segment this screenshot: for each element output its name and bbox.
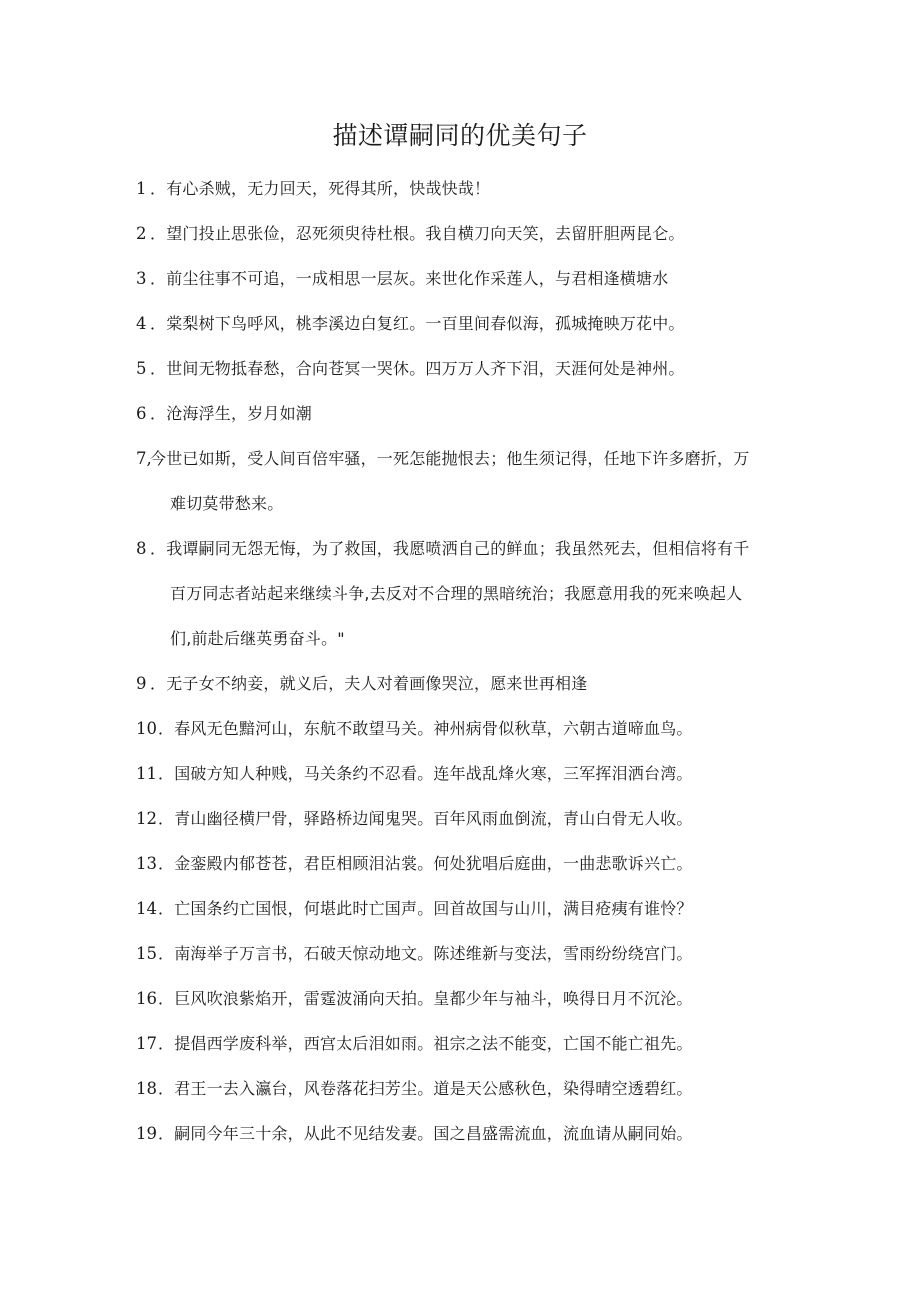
item-number: 18 bbox=[136, 1079, 157, 1098]
page-title: 描述谭嗣同的优美句子 bbox=[332, 121, 588, 150]
item-number: 12 bbox=[136, 809, 157, 828]
item-text-line: ．亡国条约亡国恨，何堪此时亡国声。回首故国与山川，满目疮痍有谁怜？ bbox=[158, 899, 693, 918]
item-number: 16 bbox=[136, 989, 157, 1008]
item-number: 6 bbox=[136, 404, 147, 423]
item-text-line: ．南海举子万言书，石破天惊动地文。陈述维新与变法，雪雨纷纷绕宫门。 bbox=[158, 944, 693, 963]
item-number: 4 bbox=[136, 314, 147, 333]
item-text-line: 今世已如斯，受人间百倍牢骚，一死怎能抛恨去；他生须记得，任地下许多磨折，万 bbox=[150, 449, 750, 468]
item-text-line: 难切莫带愁来。 bbox=[170, 494, 284, 513]
item-number: 3 bbox=[136, 269, 147, 288]
item-number: 13 bbox=[136, 854, 157, 873]
item-text-line: ．巨风吹浪紫焰开，雷霆波涌向天拍。皇都少年与袖斗，唤得日月不沉沦。 bbox=[158, 989, 693, 1008]
item-text-line: ．有心杀贼，无力回天，死得其所，快哉快哉！ bbox=[150, 179, 491, 198]
item-number: 7, bbox=[136, 449, 152, 468]
item-text-line: ．春风无色黯河山，东航不敢望马关。神州病骨似秋草，六朝古道啼血鸟。 bbox=[158, 719, 693, 738]
item-number: 1 bbox=[136, 179, 147, 198]
item-number: 10 bbox=[136, 719, 157, 738]
item-text-line: ．嗣同今年三十余，从此不见结发妻。国之昌盛需流血，流血请从嗣同始。 bbox=[158, 1124, 693, 1143]
item-text-line: ．前尘往事不可追，一成相思一层灰。来世化作采莲人，与君相逢横塘水 bbox=[150, 269, 669, 288]
item-text-line: ．金銮殿内郁苍苍，君臣相顾泪沾裳。何处犹唱后庭曲，一曲悲歌诉兴亡。 bbox=[158, 854, 693, 873]
item-number: 9 bbox=[136, 674, 147, 693]
item-number: 5 bbox=[136, 359, 147, 378]
item-number: 11 bbox=[136, 764, 157, 783]
item-number: 14 bbox=[136, 899, 157, 918]
item-text-line: ．棠梨树下鸟呼风，桃李溪边白复红。一百里间春似海，孤城掩映万花中。 bbox=[150, 314, 685, 333]
item-number: 15 bbox=[136, 944, 157, 963]
item-number: 8 bbox=[136, 539, 147, 558]
item-text-line: 们,前赴后继英勇奋斗。" bbox=[170, 629, 345, 648]
item-number: 19 bbox=[136, 1124, 157, 1143]
item-text-line: ．青山幽径横尸骨，驿路桥边闻鬼哭。百年风雨血倒流，青山白骨无人收。 bbox=[158, 809, 693, 828]
item-text-line: ．提倡西学废科举，西宫太后泪如雨。祖宗之法不能变，亡国不能亡祖先。 bbox=[158, 1034, 693, 1053]
item-text-line: 百万同志者站起来继续斗争,去反对不合理的黑暗统治；我愿意用我的死来唤起人 bbox=[170, 584, 743, 603]
item-text-line: ．君王一去入瀛台，风卷落花扫芳尘。道是天公感秋色，染得晴空透碧红。 bbox=[158, 1079, 693, 1098]
item-text-line: ．无子女不纳妾，就义后，夫人对着画像哭泣，愿来世再相逢 bbox=[150, 674, 588, 693]
item-number: 2 bbox=[136, 224, 147, 243]
item-text-line: ．望门投止思张俭，忍死须臾待杜根。我自横刀向天笑，去留肝胆两昆仑。 bbox=[150, 224, 685, 243]
item-text-line: ．世间无物抵春愁，合向苍冥一哭休。四万万人齐下泪，天涯何处是神州。 bbox=[150, 359, 685, 378]
item-text-line: ．沧海浮生，岁月如潮 bbox=[150, 404, 313, 423]
item-text-line: ．国破方知人种贱，马关条约不忍看。连年战乱烽火寒，三军挥泪洒台湾。 bbox=[158, 764, 693, 783]
item-text-line: ．我谭嗣同无怨无悔，为了救国，我愿喷洒自己的鲜血；我虽然死去，但相信将有千 bbox=[150, 539, 750, 558]
item-number: 17 bbox=[136, 1034, 157, 1053]
